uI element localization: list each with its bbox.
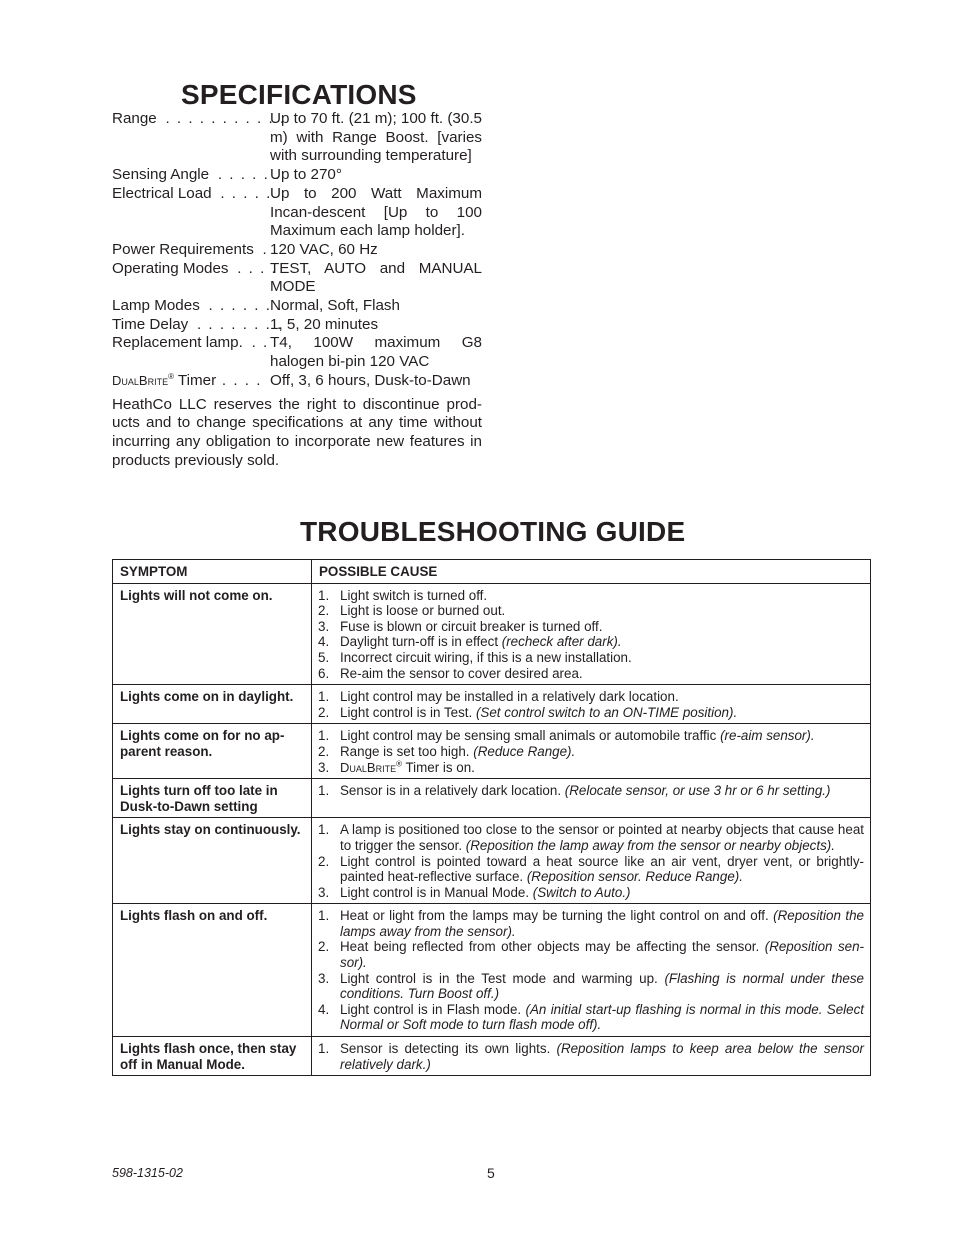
spec-label — [112, 110, 286, 166]
spec-label-text: Time Delay — [112, 315, 189, 333]
cause-item — [318, 744, 864, 760]
cause-text-wrap — [340, 1041, 864, 1072]
cause-number: 2. — [318, 743, 330, 759]
cause-text: Light control is pointed toward a heat source like an air vent, dryer vent, or brightly-painted heat-reflective surface. — [340, 853, 864, 885]
cause-number: 2. — [318, 603, 330, 619]
cause-list — [318, 588, 864, 682]
spec-label — [112, 297, 283, 316]
cause-text: A lamp is positioned too close to the sensor or pointed at nearby objects that cause heat to trigger the sensor. — [340, 822, 864, 853]
cause-item — [318, 854, 864, 885]
disclaimer-paragraph: HeathCo LLC reserves the right to discontinue prod-ucts and to change specifications at any time without incurring any obligation to incorporate new features in products previously sold. — [112, 395, 482, 469]
cause-text: Light control is in Flash mode. — [340, 1001, 526, 1017]
spec-label — [112, 334, 270, 371]
cause-number: 3. — [318, 759, 330, 775]
cause-cell — [312, 583, 871, 685]
cause-remedy: (Flashing is normal under these conditions. Turn Boost off.) — [340, 970, 864, 1002]
table-row — [113, 779, 871, 818]
spec-value: T4, 100W maximum G8 halogen bi-pin 120 VAC — [270, 334, 482, 371]
cause-item — [318, 822, 864, 853]
cause-remedy: (Reduce Range). — [473, 743, 576, 759]
cause-text-wrap — [340, 885, 864, 901]
cause-text-wrap — [340, 650, 864, 666]
cause-text: Heat being reflected from other objects may be affecting the sensor. — [340, 939, 765, 955]
cause-list — [318, 908, 864, 1033]
spec-value: 120 VAC, 60 Hz — [270, 240, 378, 258]
cause-text-wrap — [340, 728, 864, 744]
symptom-cell: Lights come on in daylight. — [113, 685, 312, 724]
spec-label-text: Electrical Load — [112, 184, 212, 202]
cause-list — [318, 1041, 864, 1072]
table-header-row — [113, 560, 871, 584]
cause-text-wrap — [340, 603, 864, 619]
cause-item — [318, 885, 864, 901]
cause-cell — [312, 724, 871, 779]
table-row — [113, 583, 871, 685]
symptom-cell: Lights flash once, then stay off in Manual Mode. — [113, 1037, 312, 1076]
cause-text-wrap — [340, 634, 864, 650]
cause-item — [318, 783, 864, 799]
spec-row — [112, 185, 482, 241]
table-body — [113, 583, 871, 1076]
cause-text: Light control is in the Test mode and warming up. — [340, 970, 665, 986]
spec-value: TEST, AUTO and MANUAL MODE — [270, 259, 482, 296]
cause-text: Fuse is blown or circuit breaker is turned off. — [340, 618, 603, 634]
cause-text: Re-aim the sensor to cover desired area. — [340, 665, 583, 681]
cause-text: Incorrect circuit wiring, if this is a new installation. — [340, 649, 632, 665]
spec-label — [112, 372, 270, 391]
spec-label-text: Operating Modes — [112, 259, 229, 277]
cause-number: 3. — [318, 884, 330, 900]
spec-label-text: Range — [112, 110, 157, 127]
cause-text: Range is set too high. — [340, 743, 474, 759]
cause-list — [318, 822, 864, 900]
cause-remedy: (Reposition the lamp away from the sensor or nearby objects). — [465, 837, 835, 853]
cause-cell — [312, 779, 871, 818]
cause-item — [318, 619, 864, 635]
cause-text: Heat or light from the lamps may be turning the light control on and off. — [340, 908, 774, 924]
symptom-cell: Lights stay on continuously. — [113, 818, 312, 904]
cause-cell — [312, 818, 871, 904]
table-row — [113, 904, 871, 1037]
spec-row — [112, 260, 482, 297]
spec-label-text: Sensing Angle — [112, 166, 210, 184]
cause-cell — [312, 904, 871, 1037]
cause-number: 1. — [318, 908, 330, 924]
spec-value: Normal, Soft, Flash — [270, 297, 400, 315]
spec-value: Up to 270° — [270, 166, 342, 184]
cause-list — [318, 689, 864, 720]
specifications-list — [112, 110, 482, 486]
spec-label — [112, 241, 270, 260]
cause-number: 1. — [318, 728, 330, 744]
table-row — [113, 685, 871, 724]
cause-number: 5. — [318, 649, 330, 665]
cause-text-wrap — [340, 1002, 864, 1033]
cause-number: 3. — [318, 618, 330, 634]
cause-remedy: (Reposition the lamps away from the sensor). — [340, 908, 864, 939]
brand-name: DualBrite — [340, 759, 397, 775]
symptom-cell: Lights will not come on. — [113, 583, 312, 685]
spec-row — [112, 297, 482, 316]
spec-label-text: Replacement lamp. — [112, 334, 243, 352]
cause-text-wrap — [340, 666, 864, 682]
cause-text-wrap — [340, 854, 864, 885]
spec-rows — [112, 110, 482, 372]
cause-text-wrap — [340, 939, 864, 970]
spec-value: Up to 200 Watt Maximum Incan-descent [Up to 100 Maximum each lamp holder]. — [270, 184, 482, 240]
cause-number: 1. — [318, 689, 330, 705]
page-number: 5 — [487, 1165, 495, 1181]
cause-text-wrap — [340, 705, 864, 721]
registered-mark: ® — [396, 759, 402, 769]
table-row — [113, 1037, 871, 1076]
cause-number: 1. — [318, 822, 330, 838]
cause-text: Light control may be sensing small animals or automobile traffic — [340, 728, 721, 744]
cause-item — [318, 603, 864, 619]
spec-label-text: Timer — [173, 371, 217, 389]
spec-value: 1, 5, 20 minutes — [270, 315, 379, 333]
dot-leader: . . . . . . . . — [191, 315, 283, 333]
cause-text: Sensor is in a relatively dark location. — [340, 783, 565, 799]
spec-label — [112, 166, 281, 185]
cause-text: Light control is in Test. — [340, 704, 476, 720]
cause-item — [318, 588, 864, 604]
dot-leader: . . . . . . . . . . . — [159, 110, 286, 127]
cause-remedy: (Relocate sensor, or use 3 hr or 6 hr setting.) — [564, 783, 831, 799]
dot-leader: . . . . — [231, 259, 278, 277]
cause-remedy: (Switch to Auto.) — [532, 884, 631, 900]
symptom-cell: Lights flash on and off. — [113, 904, 312, 1037]
dot-leader: . . — [245, 334, 269, 352]
cause-text-wrap — [340, 908, 864, 939]
spec-label-text: Lamp Modes — [112, 297, 200, 315]
spec-row — [112, 334, 482, 371]
cause-number: 2. — [318, 853, 330, 869]
cause-number: 3. — [318, 970, 330, 986]
cause-item — [318, 1002, 864, 1033]
cause-remedy: (Reposition lamps to keep area below the sensor relatively dark.) — [340, 1041, 865, 1072]
cause-remedy: (re-aim sensor). — [720, 728, 815, 744]
dot-leader: . . . . . . — [212, 166, 281, 184]
cause-column-header: POSSIBLE CAUSE — [312, 560, 871, 584]
spec-label — [112, 315, 283, 335]
cause-number: 6. — [318, 665, 330, 681]
symptom-cell: Lights turn off too late in Dusk-to-Dawn setting — [113, 779, 312, 818]
spec-row-timer — [112, 372, 482, 391]
cause-text: Light switch is turned off. — [340, 587, 488, 603]
cause-item — [318, 971, 864, 1002]
cause-remedy: (recheck after dark). — [501, 634, 622, 650]
spec-label — [112, 185, 270, 241]
cause-item — [318, 705, 864, 721]
cause-text-wrap — [340, 760, 864, 776]
cause-list — [318, 728, 864, 775]
cause-text: Sensor is detecting its own lights. — [340, 1041, 557, 1057]
troubleshooting-title: TROUBLESHOOTING GUIDE — [300, 516, 686, 547]
cause-number: 1. — [318, 1041, 330, 1057]
cause-text-wrap — [340, 619, 864, 635]
document-code: 598-1315-02 — [112, 1166, 183, 1180]
dot-leader: . . . . . — [214, 184, 272, 202]
table-row — [113, 724, 871, 779]
cause-item — [318, 728, 864, 744]
symptom-cell: Lights come on for no ap-parent reason. — [113, 724, 312, 779]
spec-row — [112, 166, 482, 185]
dot-leader: . . . . — [216, 371, 262, 389]
spec-row — [112, 110, 482, 166]
spec-row — [112, 316, 482, 335]
cause-number: 1. — [318, 587, 330, 603]
spec-label — [112, 259, 278, 297]
cause-number: 2. — [318, 939, 330, 955]
cause-item — [318, 760, 864, 776]
troubleshooting-table — [112, 559, 871, 1076]
brand-name: DualBrite — [112, 372, 169, 388]
cause-list — [318, 783, 864, 799]
table-row — [113, 818, 871, 904]
dot-leader: . . . . . . . — [202, 297, 283, 315]
registered-mark: ® — [168, 371, 174, 381]
cause-text-wrap — [340, 689, 864, 705]
spec-value: Up to 70 ft. (21 m); 100 ft. (30.5 m) with Range Boost. [varies with surrounding temperature] — [270, 110, 482, 165]
cause-cell — [312, 1037, 871, 1076]
cause-item — [318, 650, 864, 666]
cause-number: 2. — [318, 704, 330, 720]
spec-value: Off, 3, 6 hours, Dusk-to-Dawn — [270, 371, 471, 389]
dot-leader: . — [256, 240, 269, 258]
cause-text-wrap — [340, 744, 864, 760]
spec-row — [112, 241, 482, 260]
cause-text: Light is loose or burned out. — [340, 603, 506, 619]
cause-remedy: (Reposition sen-sor). — [340, 939, 864, 971]
symptom-column-header: SYMPTOM — [113, 560, 312, 584]
cause-text: Light control may be installed in a relatively dark location. — [340, 689, 679, 705]
cause-text-wrap — [340, 783, 864, 799]
spec-label-text: Power Requirements — [112, 240, 254, 258]
cause-remedy: (Reposition sensor. Reduce Range). — [526, 869, 743, 885]
cause-text: Daylight turn-off is in effect — [340, 634, 502, 650]
cause-item — [318, 1041, 864, 1072]
cause-text: Light control is in Manual Mode. — [340, 884, 533, 900]
cause-item — [318, 634, 864, 650]
cause-number: 4. — [318, 1001, 330, 1017]
cause-item — [318, 689, 864, 705]
cause-text-wrap — [340, 822, 864, 853]
cause-number: 4. — [318, 634, 330, 650]
cause-text-wrap — [340, 971, 864, 1002]
cause-item — [318, 939, 864, 970]
cause-item — [318, 908, 864, 939]
cause-remedy: (An initial start-up flashing is normal in this mode. Select Normal or Soft mode to turn flash mode off). — [340, 1001, 865, 1033]
cause-item — [318, 666, 864, 682]
cause-text: Timer is on. — [401, 759, 475, 775]
cause-remedy: (Set control switch to an ON-TIME position). — [475, 704, 738, 720]
cause-cell — [312, 685, 871, 724]
cause-number: 1. — [318, 783, 330, 799]
cause-text-wrap — [340, 588, 864, 604]
specifications-title: SPECIFICATIONS — [181, 79, 417, 110]
